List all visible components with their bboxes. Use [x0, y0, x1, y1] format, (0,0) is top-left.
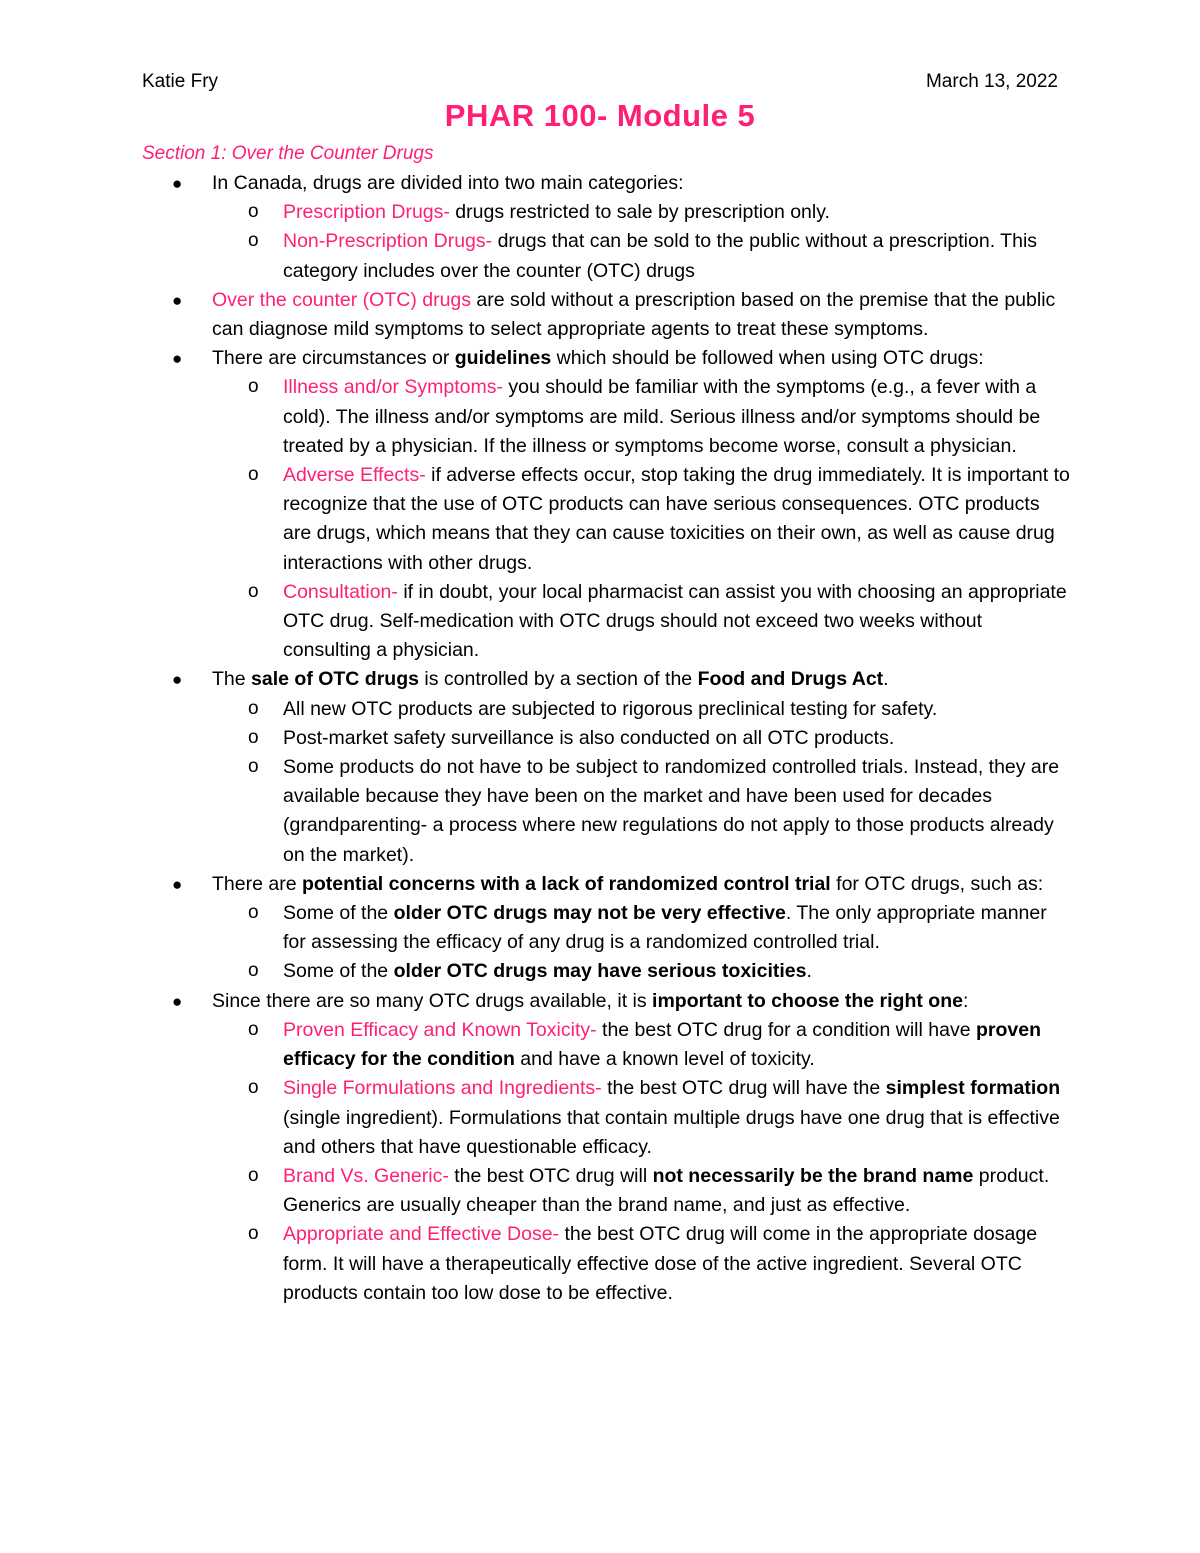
bold-text: guidelines — [454, 347, 552, 370]
sub-bullet-item — [248, 227, 1073, 285]
bold-text: not necessarily be the brand name — [652, 1164, 974, 1187]
bullet-item — [172, 870, 1072, 899]
sub-bullet-item — [248, 1220, 1073, 1308]
item-text: . — [806, 960, 812, 983]
item-text: . The only appropriate manner for assessing the efficacy of any drug is a randomized controlled trial. — [283, 902, 1047, 954]
sub-bullet-item — [248, 373, 1073, 461]
sub-bullet-marker: o — [248, 580, 259, 602]
bold-text: older OTC drugs may have serious toxicities — [393, 960, 807, 983]
item-text: the best OTC drug will come in the appropriate dosage form. It will have a therapeutically effective dose of the active ingredient. Several OTC products contain too low dose to be effective. — [283, 1223, 1038, 1304]
sub-bullet-marker: o — [248, 902, 259, 924]
item-text: There are circumstances or — [212, 347, 455, 370]
bold-text: sale of OTC drugs — [251, 668, 419, 691]
highlighted-term: Prescription Drugs- — [283, 201, 450, 224]
document-date: March 13, 2022 — [925, 71, 1058, 92]
bold-text: important to choose the right one — [652, 989, 963, 1012]
item-text: are sold without a prescription based on the premise that the public can diagnose mild symptoms to select appropriate agents to treat these symptoms. — [212, 288, 1056, 341]
sub-bullet-marker: o — [248, 697, 259, 719]
sub-bullet-marker: o — [248, 1018, 259, 1040]
highlighted-term: Single Formulations and Ingredients- — [283, 1077, 602, 1100]
sub-bullet-marker: o — [248, 1077, 259, 1099]
sub-bullet-item — [248, 753, 1073, 870]
bullet-item — [172, 169, 1072, 198]
item-text: the best OTC drug will have the — [601, 1077, 886, 1100]
bullet-marker: ● — [172, 349, 183, 369]
sub-bullet-item — [248, 1074, 1073, 1162]
item-text: the best OTC drug will — [448, 1164, 653, 1187]
sub-bullet-item — [248, 461, 1073, 578]
item-text: . — [883, 668, 889, 691]
notes-list — [0, 169, 1200, 1308]
item-text: Some of the — [283, 902, 394, 925]
item-text: if in doubt, your local pharmacist can assist you with choosing an appropriate OTC drug. Self-medication with OTC drugs should not exceed two weeks without consulting a physician. — [283, 580, 1067, 662]
bullet-marker: ● — [172, 670, 183, 690]
highlighted-term: Proven Efficacy and Known Toxicity- — [283, 1018, 597, 1041]
bold-text: Food and Drugs Act — [697, 668, 884, 691]
sub-bullet-marker: o — [248, 756, 259, 778]
item-text: Some products do not have to be subject to randomized controlled trials. Instead, they are available because they have been on the market and have been used for decades (grandparenting- a process where new regulations do not apply to those products already on the market). — [283, 756, 1060, 866]
item-text: Post-market safety surveillance is also conducted on all OTC products. — [283, 726, 895, 749]
sub-bullet-item — [248, 724, 1073, 753]
item-text: for OTC drugs, such as: — [830, 872, 1044, 895]
sub-bullet-marker: o — [248, 201, 259, 223]
bullet-marker: ● — [172, 991, 183, 1011]
bold-text: potential concerns with a lack of randomized control trial — [301, 872, 831, 895]
sub-bullet-item — [248, 1016, 1073, 1074]
sub-bullet-item — [248, 198, 1073, 227]
highlighted-term: Adverse Effects- — [283, 464, 426, 487]
sub-bullet-item — [248, 957, 1073, 986]
bullet-marker: ● — [172, 290, 183, 310]
sub-bullet-marker: o — [248, 960, 259, 982]
author-name: Katie Fry — [142, 71, 219, 92]
highlighted-term: Brand Vs. Generic- — [283, 1164, 449, 1187]
item-text: and have a known level of toxicity. — [514, 1048, 815, 1071]
item-text: : — [962, 989, 969, 1012]
bullet-item — [172, 286, 1072, 344]
page-title: PHAR 100- Module 5 — [444, 98, 756, 133]
item-text: the best OTC drug for a condition will have — [596, 1018, 976, 1041]
item-text: There are — [212, 872, 302, 895]
item-text: product. Generics are usually cheaper than the brand name, and just as effective. — [283, 1164, 1050, 1217]
sub-bullet-marker: o — [248, 726, 259, 748]
bullet-item — [172, 987, 1072, 1016]
bold-text: simplest formation — [885, 1077, 1061, 1100]
item-text: which should be followed when using OTC drugs: — [551, 347, 984, 370]
page-header — [142, 71, 1058, 101]
bullet-item — [172, 344, 1072, 373]
highlighted-term: Non-Prescription Drugs- — [283, 230, 493, 253]
sub-bullet-marker: o — [248, 464, 259, 486]
highlighted-term: Over the counter (OTC) drugs — [212, 288, 472, 311]
item-text: The — [212, 668, 252, 691]
sub-bullet-item — [248, 1162, 1073, 1220]
item-text: is controlled by a section of the — [418, 668, 698, 691]
bold-text: older OTC drugs may not be very effective — [393, 902, 786, 925]
item-text: (single ingredient). Formulations that contain multiple drugs have one drug that is effective and others that have questionable efficacy. — [283, 1106, 1060, 1158]
item-text: drugs that can be sold to the public without a prescription. This category includes over the counter (OTC) drugs — [283, 230, 1038, 282]
highlighted-term: Appropriate and Effective Dose- — [283, 1223, 560, 1246]
item-text: All new OTC products are subjected to rigorous preclinical testing for safety. — [283, 697, 938, 720]
sub-bullet-marker: o — [248, 1164, 259, 1186]
highlighted-term: Consultation- — [283, 580, 398, 603]
item-text: if adverse effects occur, stop taking the drug immediately. It is important to recognize that the use of OTC products can have serious consequences. OTC products are drugs, which means that they can cause toxicities on their own, as well as cause drug interactions with other drugs. — [283, 464, 1070, 574]
sub-bullet-item — [248, 899, 1073, 957]
item-text: Some of the — [283, 960, 394, 983]
bold-text: proven efficacy for the condition — [283, 1018, 1041, 1071]
item-text: drugs restricted to sale by prescription only. — [449, 201, 830, 224]
bullet-item — [172, 665, 1072, 694]
item-text: you should be familiar with the symptoms (e.g., a fever with a cold). The illness and/or symptoms are mild. Serious illness and/or symptoms should be treated by a physician. If the illness or symptoms become worse, consult a physician. — [283, 376, 1041, 457]
bullet-marker: ● — [172, 874, 183, 894]
section-heading: Section 1: Over the Counter Drugs — [142, 143, 434, 164]
sub-bullet-marker: o — [248, 1223, 259, 1245]
highlighted-term: Illness and/or Symptoms- — [283, 376, 503, 399]
sub-bullet-item — [248, 695, 1073, 724]
bullet-marker: ● — [172, 174, 183, 193]
sub-bullet-item — [248, 578, 1073, 666]
sub-bullet-marker: o — [248, 376, 259, 398]
item-text: Since there are so many OTC drugs available, it is — [212, 989, 653, 1012]
item-text: In Canada, drugs are divided into two main categories: — [212, 172, 684, 194]
sub-bullet-marker: o — [248, 230, 259, 252]
